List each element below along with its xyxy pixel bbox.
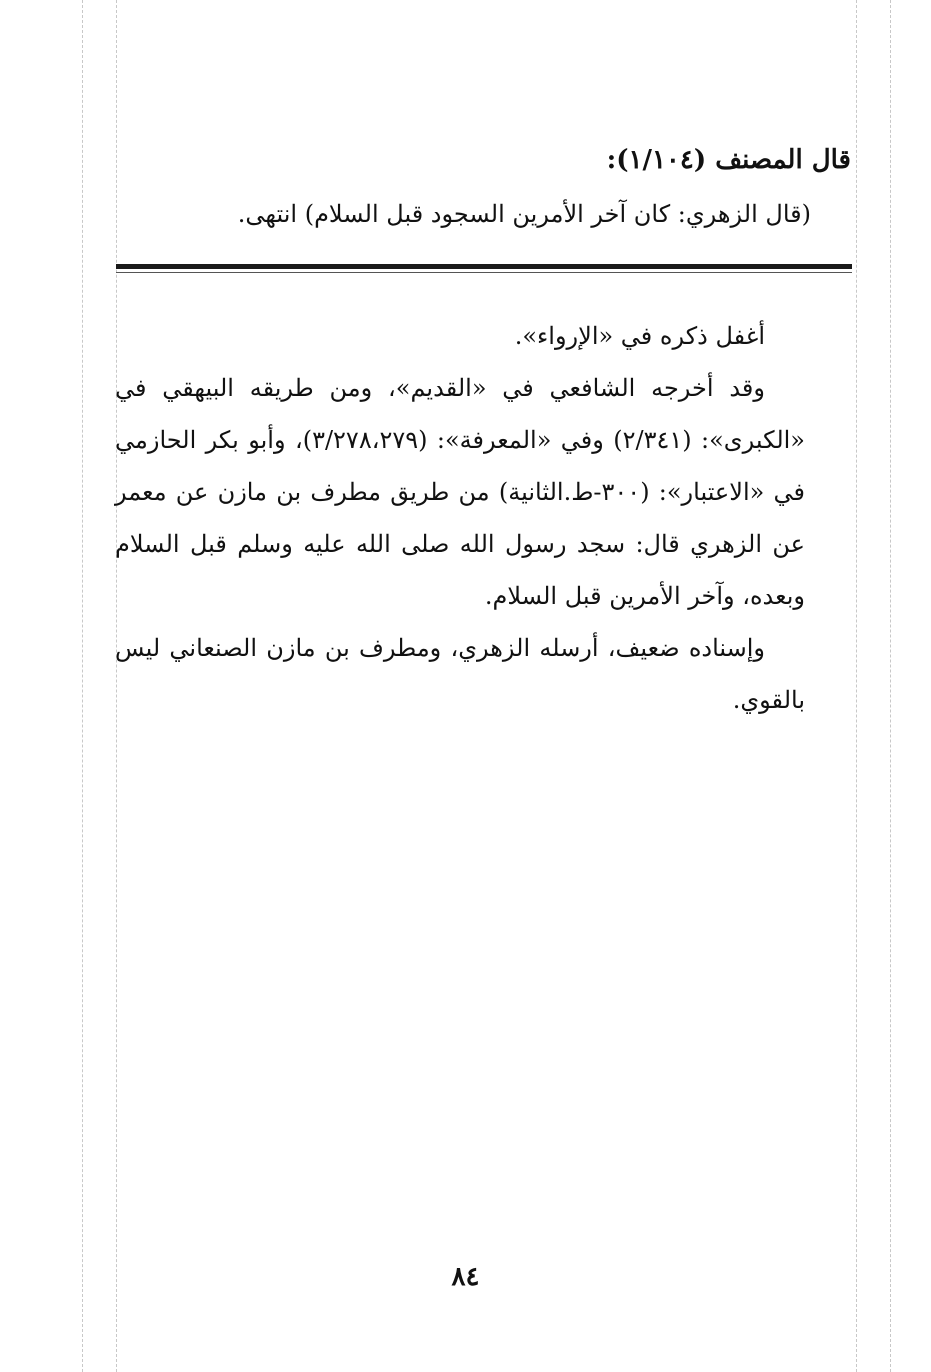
- paragraph: وقد أخرجه الشافعي في «القديم»، ومن طريقه البيهقي في «الكبرى»: (٢/٣٤١) وفي «المعرفة»: (٣/٢٧٨،٢٧٩)، وأبو بكر الحازمي في «الاعتبار»: (٣٠٠-ط.الثانية) من طريق مطرف بن مازن عن معمر عن الزهري قال: سجد رسول الله صلى الله عليه وسلم قبل السلام وبعده، وآخر الأمرين قبل السلام.: [115, 374, 805, 610]
- scan-margin-guide: [890, 0, 891, 1372]
- section-divider-thin: [116, 272, 852, 273]
- scan-margin-guide: [856, 0, 857, 1372]
- section-heading: قال المصنف (١/١٠٤):: [606, 145, 851, 175]
- page-number: ٨٤: [451, 1262, 480, 1292]
- quoted-statement: (قال الزهري: كان آخر الأمرين السجود قبل السلام) انتهى.: [237, 200, 811, 228]
- scan-margin-guide: [82, 0, 83, 1372]
- commentary-text: [115, 310, 805, 726]
- quoted-text-block: [111, 140, 851, 234]
- paragraph: وإسناده ضعيف، أرسله الزهري، ومطرف بن مازن الصنعاني ليس بالقوي.: [115, 634, 805, 714]
- paragraph: أغفل ذكره في «الإرواء».: [514, 322, 765, 350]
- section-divider: [116, 264, 852, 269]
